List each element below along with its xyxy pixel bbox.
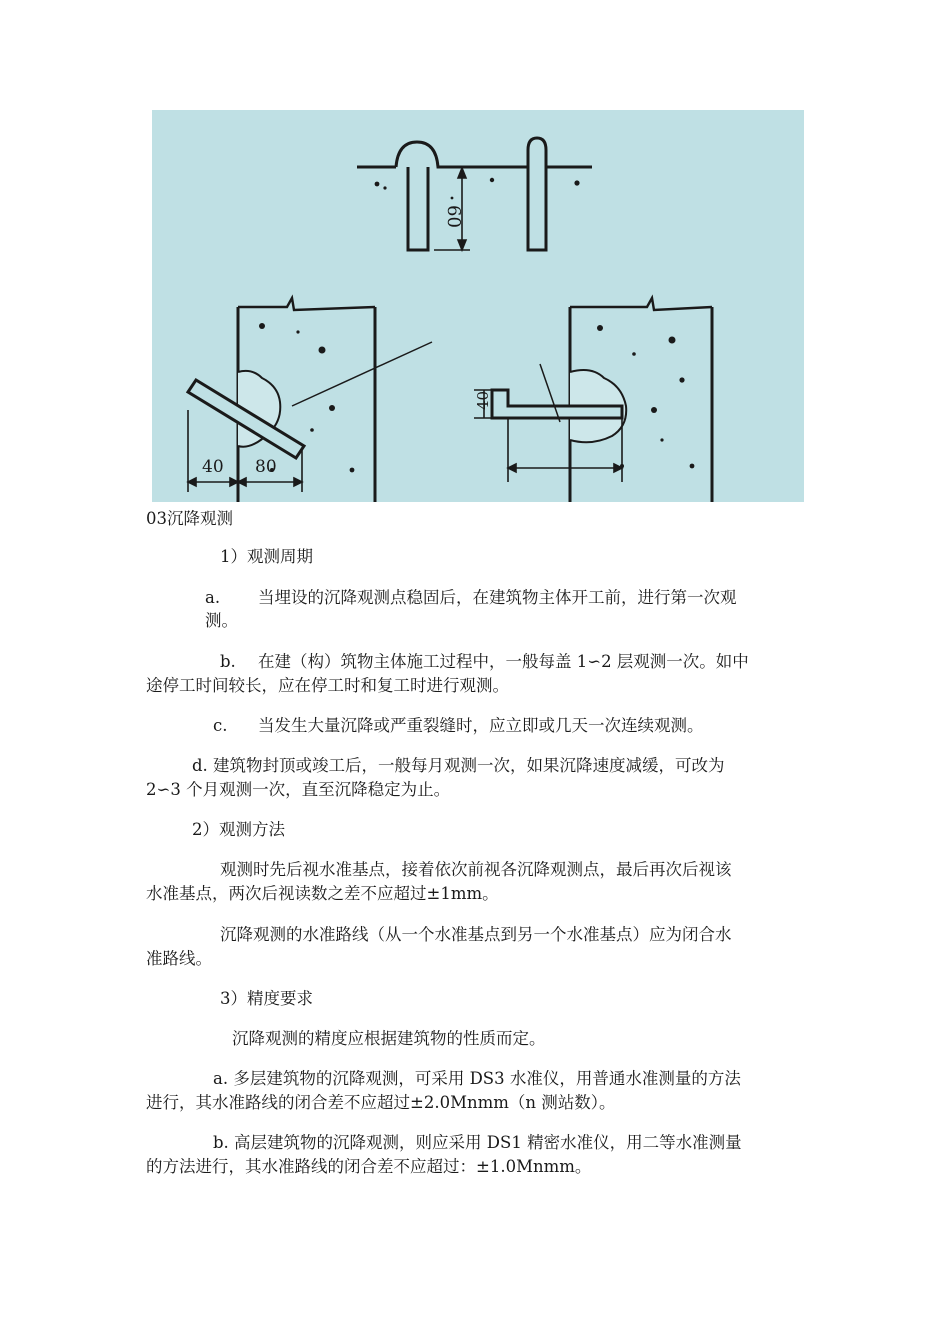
method-p2-line1: 沉降观测的水准路线（从一个水准基点到另一个水准基点）应为闭合水 (220, 925, 732, 944)
heading-observation-method: 2）观测方法 (192, 820, 285, 839)
dim-40-left-label: 40 (202, 457, 224, 477)
period-b-marker: b. (220, 652, 236, 671)
period-a-line1: 当埋设的沉降观测点稳固后，在建筑物主体开工前，进行第一次观 (258, 588, 737, 607)
dim-40-right-label: 40 (474, 390, 492, 410)
settlement-point-diagram (152, 110, 804, 502)
rod-bolt (528, 138, 546, 250)
u-bolt-stem (408, 167, 428, 250)
precision-b-line1: b. 高层建筑物的沉降观测，则应采用 DS1 精密水准仪，用二等水准测量 (213, 1133, 742, 1152)
heading-observation-period: 1）观测周期 (220, 547, 313, 566)
precision-b-line2: 的方法进行，其水准路线的闭合差不应超过：±1.0Mnmm。 (146, 1157, 592, 1176)
precision-intro: 沉降观测的精度应根据建筑物的性质而定。 (232, 1029, 546, 1048)
heading-precision: 3）精度要求 (220, 989, 313, 1008)
precision-a-line2: 进行，其水准路线的闭合差不应超过±2.0Mnmm（n 测站数）。 (146, 1093, 616, 1112)
section-caption: 03沉降观测 (146, 509, 233, 528)
period-d-line2: 2∽3 个月观测一次，直至沉降稳定为止。 (146, 780, 451, 799)
method-p1-line1: 观测时先后视水准基点，接着依次前视各沉降观测点，最后再次后视该 (220, 860, 732, 879)
method-p2-line2: 准路线。 (146, 949, 212, 968)
period-a-line2: 测。 (205, 611, 238, 630)
period-b-line1: 在建（构）筑物主体施工过程中，一般每盖 1∽2 层观测一次。如中 (258, 652, 749, 671)
period-c-marker: c. (213, 716, 228, 735)
period-b-line2: 途停工时间较长，应在停工时和复工时进行观测。 (146, 676, 509, 695)
dim-80-label: 80 (255, 457, 277, 477)
precision-a-line1: a. 多层建筑物的沉降观测，可采用 DS3 水准仪，用普通水准测量的方法 (213, 1069, 741, 1088)
method-p1-line2: 水准基点，两次后视读数之差不应超过±1mm。 (146, 884, 499, 903)
diagram-svg (152, 110, 804, 502)
period-c-line1: 当发生大量沉降或严重裂缝时，应立即或几天一次连续观测。 (258, 716, 704, 735)
dim-60-label: 60 (443, 205, 464, 228)
period-a-marker: a. (205, 588, 221, 607)
period-d-line1: d. 建筑物封顶或竣工后，一般每月观测一次，如果沉降速度减缓，可改为 (192, 756, 725, 775)
